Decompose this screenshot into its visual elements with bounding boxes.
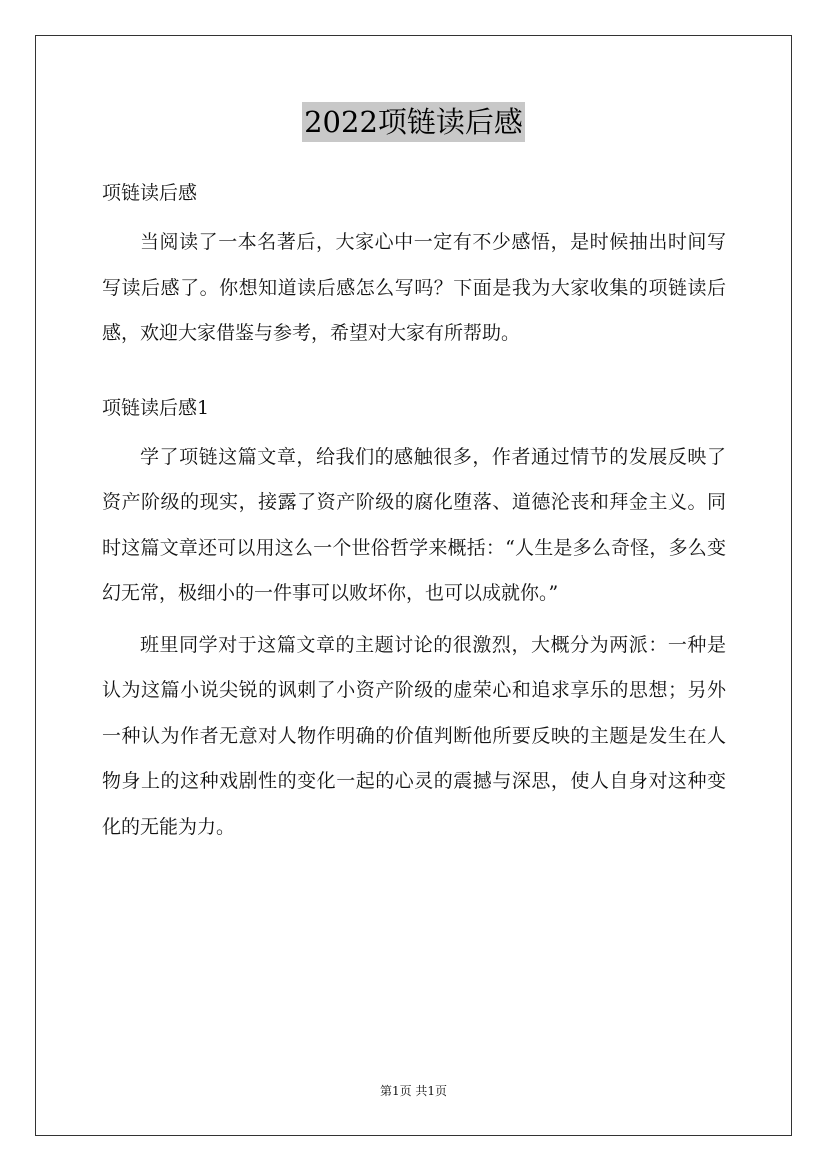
document-body (102, 172, 726, 850)
title-container (0, 102, 827, 142)
page-footer: 第1页 共1页 (379, 1084, 448, 1098)
intro-heading: 项链读后感 (102, 182, 198, 204)
section1-paragraph-2: 班里同学对于这篇文章的主题讨论的很激烈，大概分为两派：一种是认为这篇小说尖锐的讽刺了小资产阶级的虚荣心和追求享乐的思想；另外一种认为作者无意对人物作明确的价值判断他所要反映的主题是发生在人物身上的这种戏剧性的变化一起的心灵的震撼与深思，使人自身对这种变化的无能为力。 (102, 633, 726, 838)
intro-paragraph: 当阅读了一本名著后，大家心中一定有不少感悟，是时候抽出时间写写读后感了。你想知道读后感怎么写吗？下面是我为大家收集的项链读后感，欢迎大家借鉴与参考，希望对大家有所帮助。 (102, 231, 726, 344)
section1-paragraph-1: 学了项链这篇文章，给我们的感触很多，作者通过情节的发展反映了资产阶级的现实，接露了资产阶级的腐化堕落、道德沦丧和拜金主义。同时这篇文章还可以用这么一个世俗哲学来概括：“人生是多么奇怪，多么变幻无常，极细小的一件事可以败坏你，也可以成就你。” (102, 445, 726, 604)
section1-heading: 项链读后感1 (102, 396, 210, 419)
document-title: 2022项链读后感 (302, 102, 525, 142)
spacer (102, 357, 726, 387)
